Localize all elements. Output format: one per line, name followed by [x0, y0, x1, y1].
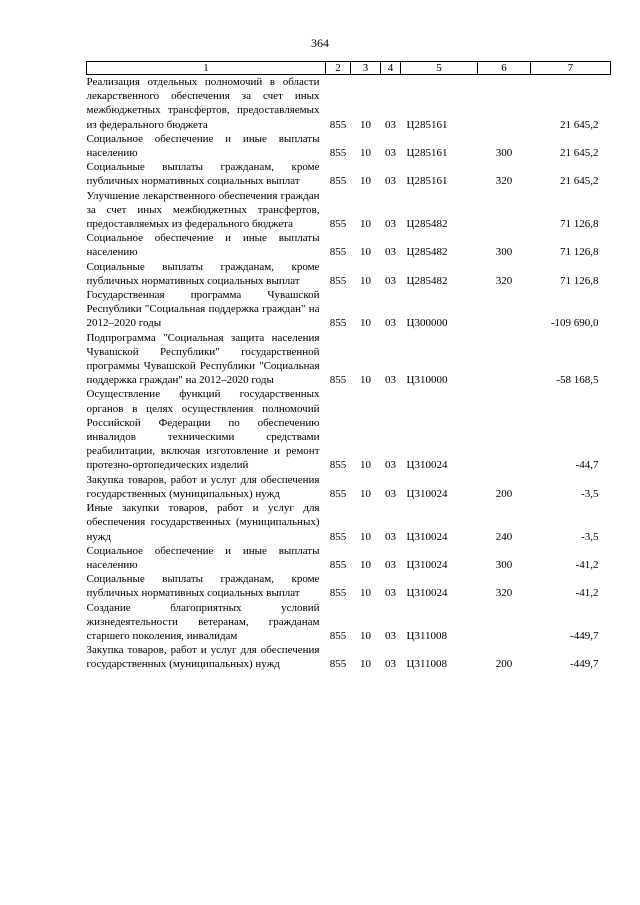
row-target-article: Ц285161	[406, 147, 448, 160]
row-amount: -449,7	[570, 629, 599, 642]
row-grbs: 855	[329, 558, 347, 571]
row-target-article: Ц311008	[406, 658, 448, 671]
row-amount: 21 645,2	[560, 175, 599, 188]
row-grbs: 855	[329, 587, 347, 600]
row-grbs: 855	[329, 658, 347, 671]
row-grbs: 855	[329, 459, 347, 472]
row-section: 10	[360, 246, 371, 259]
row-subsection: 03	[385, 459, 396, 472]
row-section: 10	[360, 530, 371, 543]
row-section: 10	[360, 147, 371, 160]
row-amount: -3,5	[581, 487, 599, 500]
row-target-article: Ц285482	[406, 274, 448, 287]
row-subsection: 03	[385, 629, 396, 642]
table-row	[87, 132, 611, 160]
row-name: Социальное обеспечение и иные выплаты населению	[86, 232, 320, 259]
row-expense-type	[478, 331, 531, 388]
row-expense-type: 200	[495, 658, 513, 671]
table-row	[87, 643, 611, 671]
row-target-article: Ц310024	[406, 459, 448, 472]
page-number: 364	[311, 36, 329, 50]
row-grbs: 855	[329, 118, 347, 131]
row-section: 10	[360, 558, 371, 571]
row-target-article: Ц285161	[406, 118, 448, 131]
table-row	[87, 501, 611, 544]
row-section: 10	[360, 487, 371, 500]
row-grbs: 855	[329, 317, 347, 330]
row-section: 10	[360, 587, 371, 600]
table-row	[87, 601, 611, 644]
row-subsection: 03	[385, 274, 396, 287]
row-grbs: 855	[329, 218, 347, 231]
table-row	[87, 572, 611, 600]
table-row	[87, 544, 611, 572]
row-target-article: Ц310024	[406, 487, 448, 500]
table-row	[87, 160, 611, 188]
row-grbs: 855	[329, 487, 347, 500]
row-name: Социальное обеспечение и иные выплаты населению	[86, 544, 320, 571]
row-grbs: 855	[329, 629, 347, 642]
table-row	[87, 75, 611, 132]
row-subsection: 03	[385, 246, 396, 259]
row-grbs: 855	[329, 246, 347, 259]
row-target-article: Ц300000	[406, 317, 448, 330]
row-subsection: 03	[385, 487, 396, 500]
table-row	[87, 260, 611, 288]
row-name: Закупка товаров, работ и услуг для обеспечения государственных (муниципальных) нужд	[86, 644, 320, 671]
row-grbs: 855	[329, 175, 347, 188]
row-expense-type: 320	[495, 175, 513, 188]
row-amount: 71 126,8	[560, 218, 599, 231]
row-subsection: 03	[385, 658, 396, 671]
col-header-2: 2	[326, 62, 351, 75]
row-expense-type	[478, 601, 531, 644]
table-row	[87, 331, 611, 388]
col-header-5: 5	[401, 62, 478, 75]
budget-table	[86, 61, 611, 672]
row-name: Подпрограмма "Социальная защита населения Чувашской Республики" государственной программы Чувашской Республики "Социальная поддержка граждан" на 2012–2020 годы	[86, 331, 320, 387]
row-expense-type	[478, 288, 531, 331]
row-amount: -44,7	[575, 459, 599, 472]
row-expense-type: 300	[495, 558, 513, 571]
row-subsection: 03	[385, 587, 396, 600]
row-expense-type	[478, 189, 531, 232]
row-name: Закупка товаров, работ и услуг для обеспечения государственных (муниципальных) нужд	[86, 473, 320, 500]
row-target-article: Ц285482	[406, 246, 448, 259]
row-expense-type: 300	[495, 246, 513, 259]
row-section: 10	[360, 317, 371, 330]
row-subsection: 03	[385, 218, 396, 231]
row-expense-type: 200	[495, 487, 513, 500]
row-section: 10	[360, 218, 371, 231]
row-subsection: 03	[385, 558, 396, 571]
row-grbs: 855	[329, 274, 347, 287]
row-amount: 21 645,2	[560, 147, 599, 160]
table-row	[87, 473, 611, 501]
row-grbs: 855	[329, 530, 347, 543]
row-target-article: Ц311008	[406, 629, 448, 642]
row-target-article: Ц285161	[406, 175, 448, 188]
row-amount: -449,7	[570, 658, 599, 671]
row-expense-type: 320	[495, 587, 513, 600]
row-name: Социальные выплаты гражданам, кроме публичных нормативных социальных выплат	[86, 161, 320, 188]
row-name: Реализация отдельных полномочий в области лекарственного обеспечения за счет иных межбюджетных трансфертов, предоставляемых из федерального бюджета	[86, 76, 320, 131]
header-row	[87, 62, 611, 75]
row-name: Социальные выплаты гражданам, кроме публичных нормативных социальных выплат	[86, 260, 320, 287]
row-name: Осуществление функций государственных органов в целях осуществления полномочий Российской Федерации по обеспечению инвалидов техническими средствами реабилитации, включая изготовление и ремонт протезно-ортопедических изделий	[86, 388, 320, 472]
col-header-3: 3	[351, 62, 381, 75]
col-header-4: 4	[381, 62, 401, 75]
row-name: Социальные выплаты гражданам, кроме публичных нормативных социальных выплат	[86, 573, 320, 600]
row-expense-type: 240	[495, 530, 513, 543]
row-amount: -41,2	[575, 558, 599, 571]
row-section: 10	[360, 629, 371, 642]
row-expense-type	[478, 387, 531, 472]
row-target-article: Ц310000	[406, 374, 448, 387]
row-amount: -58 168,5	[556, 374, 599, 387]
row-amount: -41,2	[575, 587, 599, 600]
row-amount: 21 645,2	[560, 118, 599, 131]
row-amount: 71 126,8	[560, 274, 599, 287]
row-subsection: 03	[385, 175, 396, 188]
row-section: 10	[360, 658, 371, 671]
row-amount: -109 690,0	[550, 317, 599, 330]
row-section: 10	[360, 374, 371, 387]
row-target-article: Ц310024	[406, 558, 448, 571]
row-subsection: 03	[385, 147, 396, 160]
row-target-article: Ц310024	[406, 587, 448, 600]
row-name: Создание благоприятных условий жизнедеятельности ветеранам, гражданам старшего поколения, инвалидам	[86, 601, 320, 642]
col-header-6: 6	[478, 62, 531, 75]
row-target-article: Ц285482	[406, 218, 448, 231]
row-expense-type	[478, 75, 531, 132]
table-row	[87, 189, 611, 232]
row-name: Улучшение лекарственного обеспечения граждан за счет иных межбюджетных трансфертов, предоставляемых из федерального бюджета	[86, 189, 320, 231]
row-section: 10	[360, 175, 371, 188]
row-target-article: Ц310024	[406, 530, 448, 543]
row-subsection: 03	[385, 317, 396, 330]
row-section: 10	[360, 118, 371, 131]
row-expense-type: 300	[495, 147, 513, 160]
row-amount: 71 126,8	[560, 246, 599, 259]
row-name: Государственная программа Чувашской Республики "Социальная поддержка граждан" на 2012–2020 годы	[86, 289, 320, 330]
row-subsection: 03	[385, 374, 396, 387]
row-name: Социальное обеспечение и иные выплаты населению	[86, 132, 320, 160]
row-subsection: 03	[385, 118, 396, 131]
row-subsection: 03	[385, 530, 396, 543]
table-row	[87, 231, 611, 259]
row-amount: -3,5	[581, 530, 599, 543]
table-row	[87, 387, 611, 472]
table-body	[87, 75, 611, 672]
row-expense-type: 320	[495, 274, 513, 287]
row-section: 10	[360, 459, 371, 472]
table-row	[87, 288, 611, 331]
row-grbs: 855	[329, 374, 347, 387]
col-header-1: 1	[87, 62, 326, 75]
budget-table-container	[86, 61, 610, 672]
col-header-7: 7	[531, 62, 611, 75]
row-section: 10	[360, 274, 371, 287]
table-header	[87, 62, 611, 75]
row-name: Иные закупки товаров, работ и услуг для обеспечения государственных (муниципальных) нужд	[86, 502, 320, 543]
row-grbs: 855	[329, 147, 347, 160]
